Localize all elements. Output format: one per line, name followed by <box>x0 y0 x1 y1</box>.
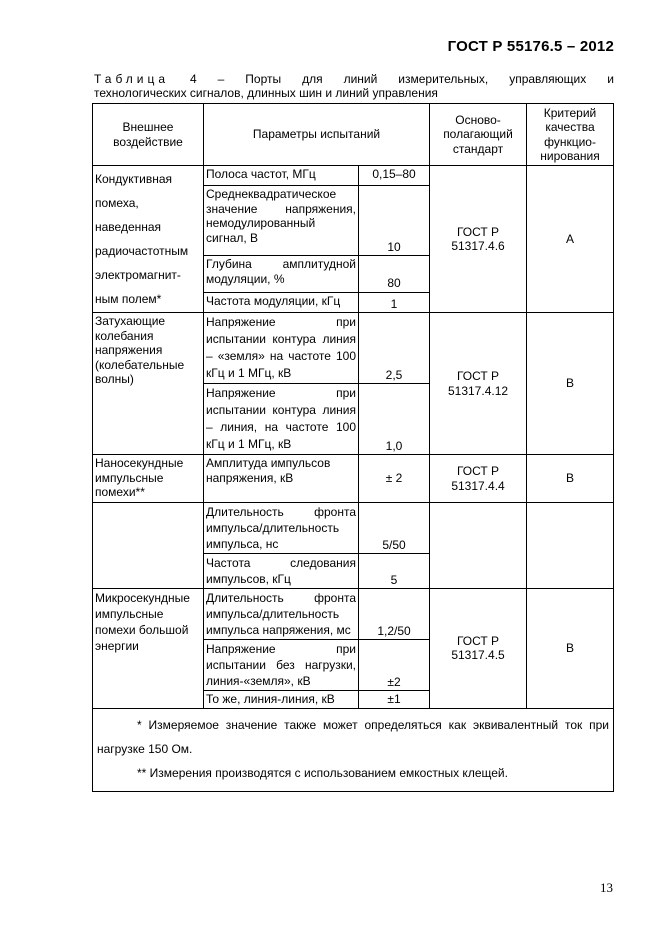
criterion-cell-empty <box>527 503 614 589</box>
param-value: 5 <box>359 554 430 589</box>
standard-cell-conducted: ГОСТ Р 51317.4.6 <box>430 166 527 313</box>
page-number: 13 <box>600 880 613 895</box>
header-params: Параметры испытаний <box>204 104 430 166</box>
param-name: Амплитуда импульсов напряжения, кВ <box>204 455 359 503</box>
caption-word: линий <box>343 72 378 86</box>
table-row <box>93 503 614 554</box>
criterion-cell-conducted: А <box>527 166 614 313</box>
footnote-1: * Измеряемое значение также может определяться как эквивалентный ток при нагрузке 150 Ом. <box>97 717 610 756</box>
table-notes <box>93 708 614 791</box>
param-value: 1,0 <box>359 384 430 455</box>
param-name: Среднеквадратическое значение напряжения, немодулированный сигнал, В <box>204 186 359 256</box>
param-name: Частота модуляции, кГц <box>204 292 359 312</box>
caption-word: управляющих <box>509 72 587 86</box>
param-name: Напряжение при испытании контура линия – линия, на частоте 100 кГц и 1 МГц, кВ <box>204 384 359 455</box>
caption-word: и <box>607 72 614 86</box>
standard-cell-microsecond: ГОСТ Р 51317.4.5 <box>430 589 527 709</box>
caption-table-number: 4 <box>190 72 197 86</box>
param-name: Длительность фронта импульса/длительность импульса напряжения, мс <box>204 589 359 640</box>
footnote-2: ** Измерения производятся с использованием емкостных клещей. <box>137 765 508 780</box>
param-value: ±1 <box>359 691 430 709</box>
header-standard: Осново-полагающий стандарт <box>430 104 527 166</box>
param-value: ±2 <box>359 640 430 691</box>
caption-dash: – <box>217 72 225 86</box>
criterion-cell-nanosecond: В <box>527 455 614 503</box>
param-value: 0,15–80 <box>359 166 430 186</box>
param-value: 2,5 <box>359 313 430 384</box>
param-name: Глубина амплитудной модуляции, % <box>204 256 359 293</box>
impact-cell-nanosecond: Наносекундные импульсные помехи** <box>93 455 204 503</box>
caption-line-1 <box>94 72 614 86</box>
param-name: Напряжение при испытании без нагрузки, линия-«земля», кВ <box>204 640 359 691</box>
impact-cell-microsecond: Микросекундные импульсные помехи большой энергии <box>93 589 204 709</box>
table-row <box>93 455 614 503</box>
param-value: 10 <box>359 186 430 256</box>
param-value: ± 2 <box>359 455 430 503</box>
param-value: 5/50 <box>359 503 430 554</box>
param-name: Напряжение при испытании контура линия – «земля» на частоте 100 кГц и 1 МГц, кВ <box>204 313 359 384</box>
caption-word: Порты <box>245 72 282 86</box>
param-name: То же, линия-линия, кВ <box>204 691 359 709</box>
caption-word: для <box>302 72 323 86</box>
document-id-header: ГОСТ Р 55176.5 – 2012 <box>447 38 614 55</box>
standard-cell-empty <box>430 503 527 589</box>
header-criterion: Критерий качества функцио-нирования <box>527 104 614 166</box>
impact-cell-empty <box>93 503 204 589</box>
param-name: Частота следования импульсов, кГц <box>204 554 359 589</box>
caption-line-2: технологических сигналов, длинных шин и линий управления <box>94 86 438 100</box>
standard-cell-damped: ГОСТ Р 51317.4.12 <box>430 313 527 455</box>
standard-cell-nanosecond: ГОСТ Р 51317.4.4 <box>430 455 527 503</box>
caption-table-word: Таблица <box>94 72 170 86</box>
header-impact: Внешнее воздействие <box>93 104 204 166</box>
table-row <box>93 589 614 640</box>
table-header-row <box>93 104 614 166</box>
caption-word: измерительных, <box>398 72 489 86</box>
param-value: 1,2/50 <box>359 589 430 640</box>
table-row <box>93 166 614 186</box>
param-name: Длительность фронта импульса/длительность импульса, нс <box>204 503 359 554</box>
table-caption <box>94 72 614 100</box>
impact-cell-conducted: Кондуктивная помеха, наведенная радиочастотным электромагнит-ным полем* <box>93 166 204 313</box>
param-value: 1 <box>359 292 430 312</box>
impact-cell-damped: Затухающие колебания напряжения (колебательные волны) <box>93 313 204 455</box>
criterion-cell-microsecond: В <box>527 589 614 709</box>
table-notes-row <box>93 708 614 791</box>
criterion-cell-damped: В <box>527 313 614 455</box>
table-row <box>93 313 614 384</box>
param-name: Полоса частот, МГц <box>204 166 359 186</box>
ports-test-table <box>92 103 614 792</box>
param-value: 80 <box>359 256 430 293</box>
